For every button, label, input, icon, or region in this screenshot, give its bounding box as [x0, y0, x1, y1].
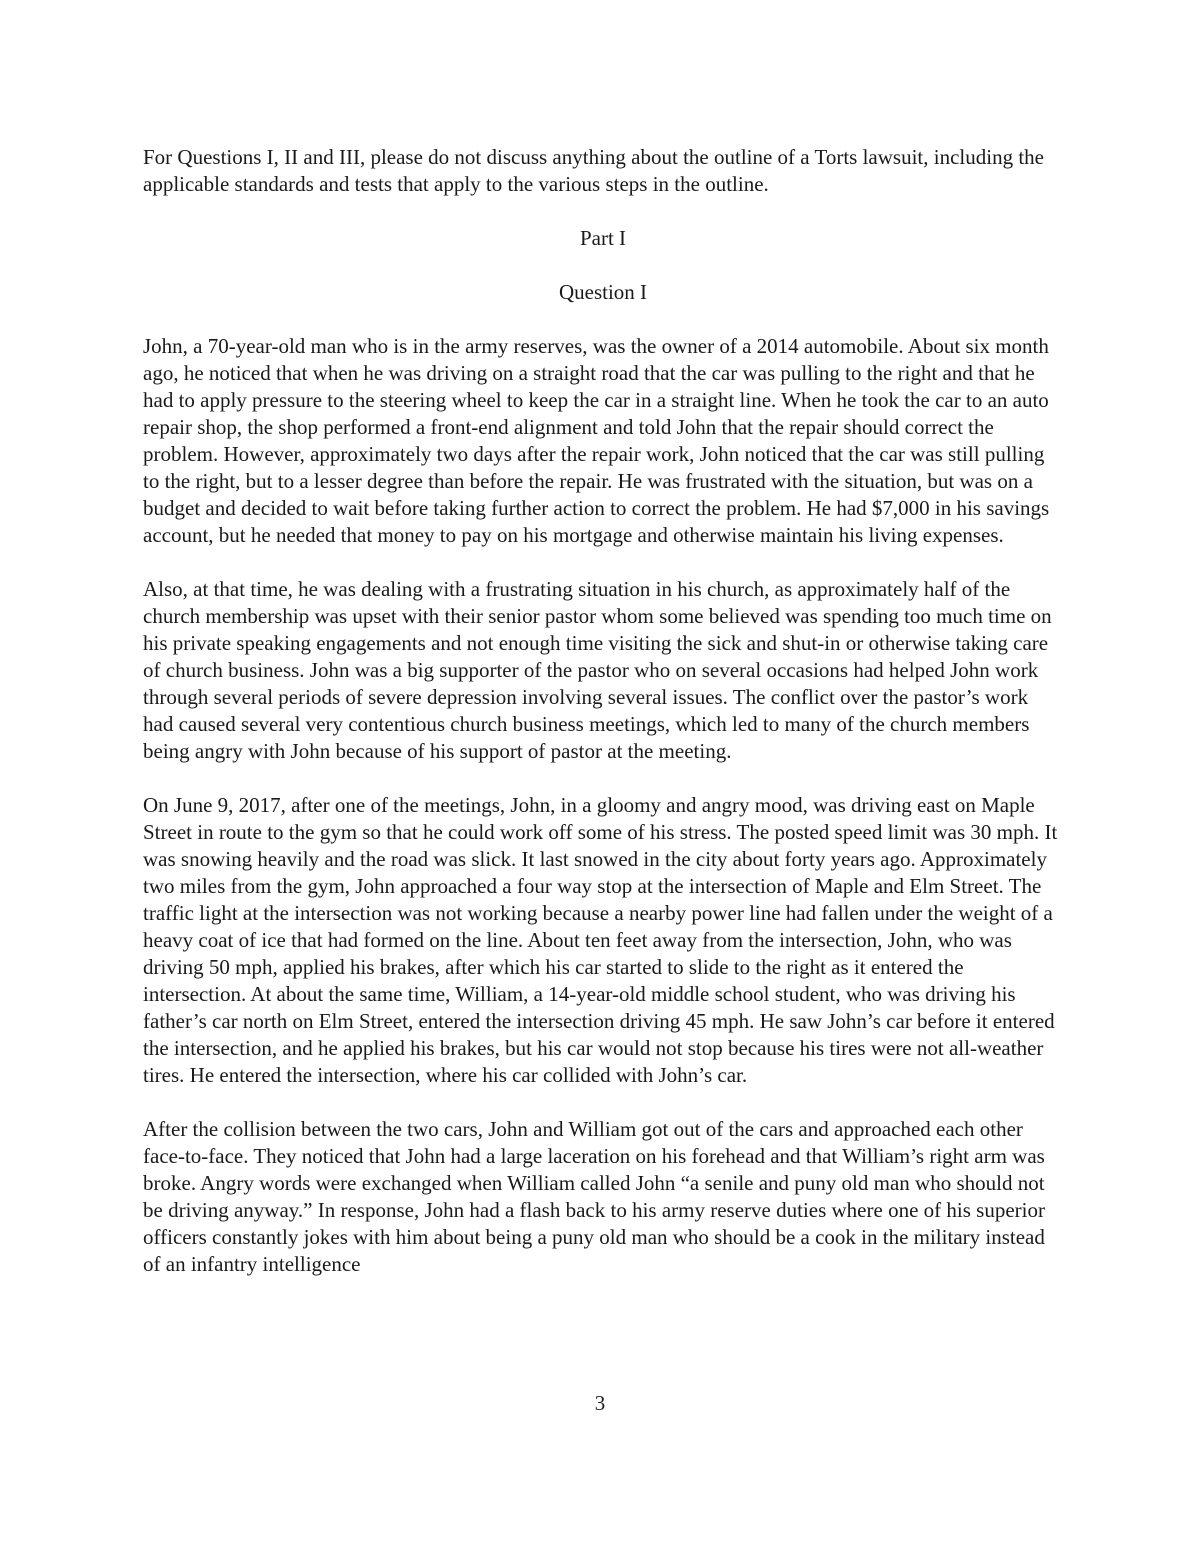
body-paragraph-1: John, a 70-year-old man who is in the army reserves, was the owner of a 2014 automobile. About six month ago, he noticed that when he was driving on a straight road that the car was pulling to the right and that he had to apply pressure to the steering wheel to keep the car in a straight line. When he took the car to an auto repair shop, the shop performed a front-end alignment and told John that the repair should correct the problem. However, approximately two days after the repair work, John noticed that the car was still pulling to the right, but to a lesser degree than before the repair. He was frustrated with the situation, but was on a budget and decided to wait before taking further action to correct the problem. He had $7,000 in his savings account, but he needed that money to pay on his mortgage and otherwise maintain his living expenses. — [143, 334, 1050, 547]
part-heading: Part I — [579, 226, 627, 250]
body-paragraph-4: After the collision between the two cars, John and William got out of the cars and approached each other face-to-face. They noticed that John had a large laceration on his forehead and that William’s right arm was broke. Angry words were exchanged when William called John “a senile and puny old man who should not be driving anyway.” In response, John had a flash back to his army reserve duties where one of his superior officers constantly jokes with him about being a puny old man who should be a cook in the military instead of an infantry intelligence — [143, 1117, 1045, 1276]
body-paragraph-2: Also, at that time, he was dealing with a frustrating situation in his church, as approximately half of the church membership was upset with their senior pastor whom some believed was spending too much time on his private speaking engagements and not enough time visiting the sick and shut-in or otherwise taking care of church business. John was a big supporter of the pastor who on several occasions had helped John work through several periods of severe depression involving several issues. The conflict over the pastor’s work had caused several very contentious church business meetings, which led to many of the church members being angry with John because of his support of pastor at the meeting. — [143, 577, 1052, 763]
page-number: 3 — [594, 1391, 606, 1415]
body-paragraph-3: On June 9, 2017, after one of the meetings, John, in a gloomy and angry mood, was driving east on Maple Street in route to the gym so that he could work off some of his stress. The posted speed limit was 30 mph. It was snowing heavily and the road was slick. It last snowed in the city about forty years ago. Approximately two miles from the gym, John approached a four way stop at the intersection of Maple and Elm Street. The traffic light at the intersection was not working because a nearby power line had fallen under the weight of a heavy coat of ice that had formed on the line. About ten feet away from the intersection, John, who was driving 50 mph, applied his brakes, after which his car started to slide to the right as it entered the intersection. At about the same time, William, a 14-year-old middle school student, who was driving his father’s car north on Elm Street, entered the intersection driving 45 mph. He saw John’s car before it entered the intersection, and he applied his brakes, but his car would not stop because his tires were not all-weather tires. He entered the intersection, where his car collided with John’s car. — [143, 793, 1058, 1087]
question-heading: Question I — [558, 280, 648, 304]
page-content — [143, 144, 1063, 1305]
intro-paragraph: For Questions I, II and III, please do not discuss anything about the outline of a Torts lawsuit, including the applicable standards and tests that apply to the various steps in the outline. — [143, 145, 1044, 196]
